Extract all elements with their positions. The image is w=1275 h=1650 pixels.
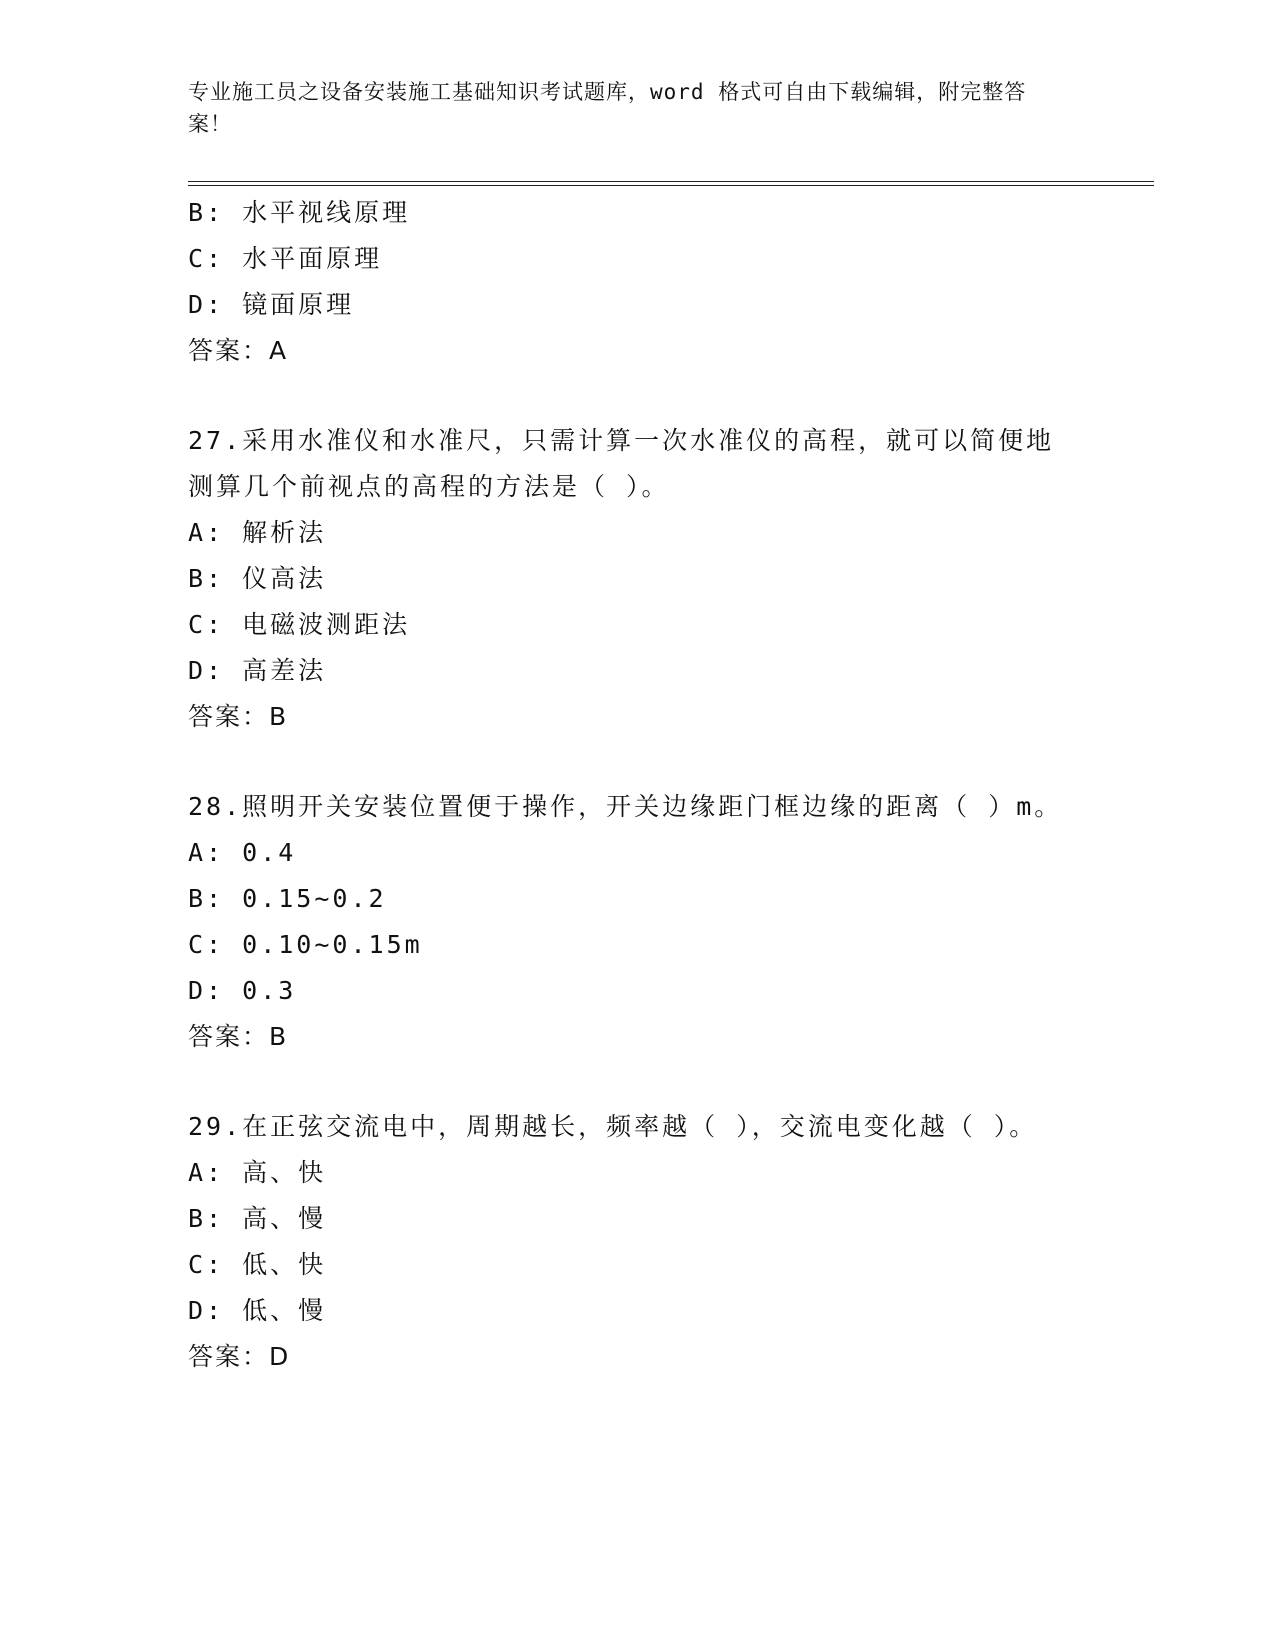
option-c: C: 低、快: [188, 1250, 327, 1279]
option-c: C: 0.10~0.15m: [188, 930, 423, 959]
option-b: B: 仪高法: [188, 564, 327, 593]
question-spacer: [188, 740, 1088, 784]
question-spacer: [188, 374, 1088, 418]
option-b: B: 0.15~0.2: [188, 884, 387, 913]
question-29: [188, 1104, 1088, 1380]
question-stem: 27.采用水准仪和水准尺，只需计算一次水准仪的高程，就可以简便地测算几个前视点的高程的方法是（ ）。: [188, 426, 1055, 501]
option-d: D: 镜面原理: [188, 290, 355, 319]
option-d: D: 高差法: [188, 656, 327, 685]
answer-line: 答案：B: [188, 1022, 289, 1051]
header-divider: [188, 181, 1154, 186]
question-26-remainder: [188, 190, 1088, 374]
page-header: 专业施工员之设备安装施工基础知识考试题库，word 格式可自由下载编辑，附完整答案！: [188, 80, 1027, 136]
answer-line: 答案：B: [188, 702, 289, 731]
option-b: B: 水平视线原理: [188, 198, 411, 227]
option-a: A: 高、快: [188, 1158, 327, 1187]
question-spacer: [188, 1060, 1088, 1104]
option-a: A: 0.4: [188, 838, 297, 867]
option-d: D: 0.3: [188, 976, 297, 1005]
answer-line: 答案：A: [188, 336, 289, 365]
question-27: [188, 418, 1088, 740]
option-c: C: 水平面原理: [188, 244, 383, 273]
question-28: [188, 784, 1088, 1060]
option-b: B: 高、慢: [188, 1204, 327, 1233]
question-stem: 29.在正弦交流电中，周期越长，频率越（ ），交流电变化越（ ）。: [188, 1112, 1038, 1141]
option-d: D: 低、慢: [188, 1296, 327, 1325]
question-stem: 28.照明开关安装位置便于操作，开关边缘距门框边缘的距离（ ）m。: [188, 792, 1063, 821]
option-a: A: 解析法: [188, 518, 327, 547]
option-c: C: 电磁波测距法: [188, 610, 411, 639]
question-list: [188, 190, 1088, 1380]
answer-line: 答案：D: [188, 1342, 291, 1371]
